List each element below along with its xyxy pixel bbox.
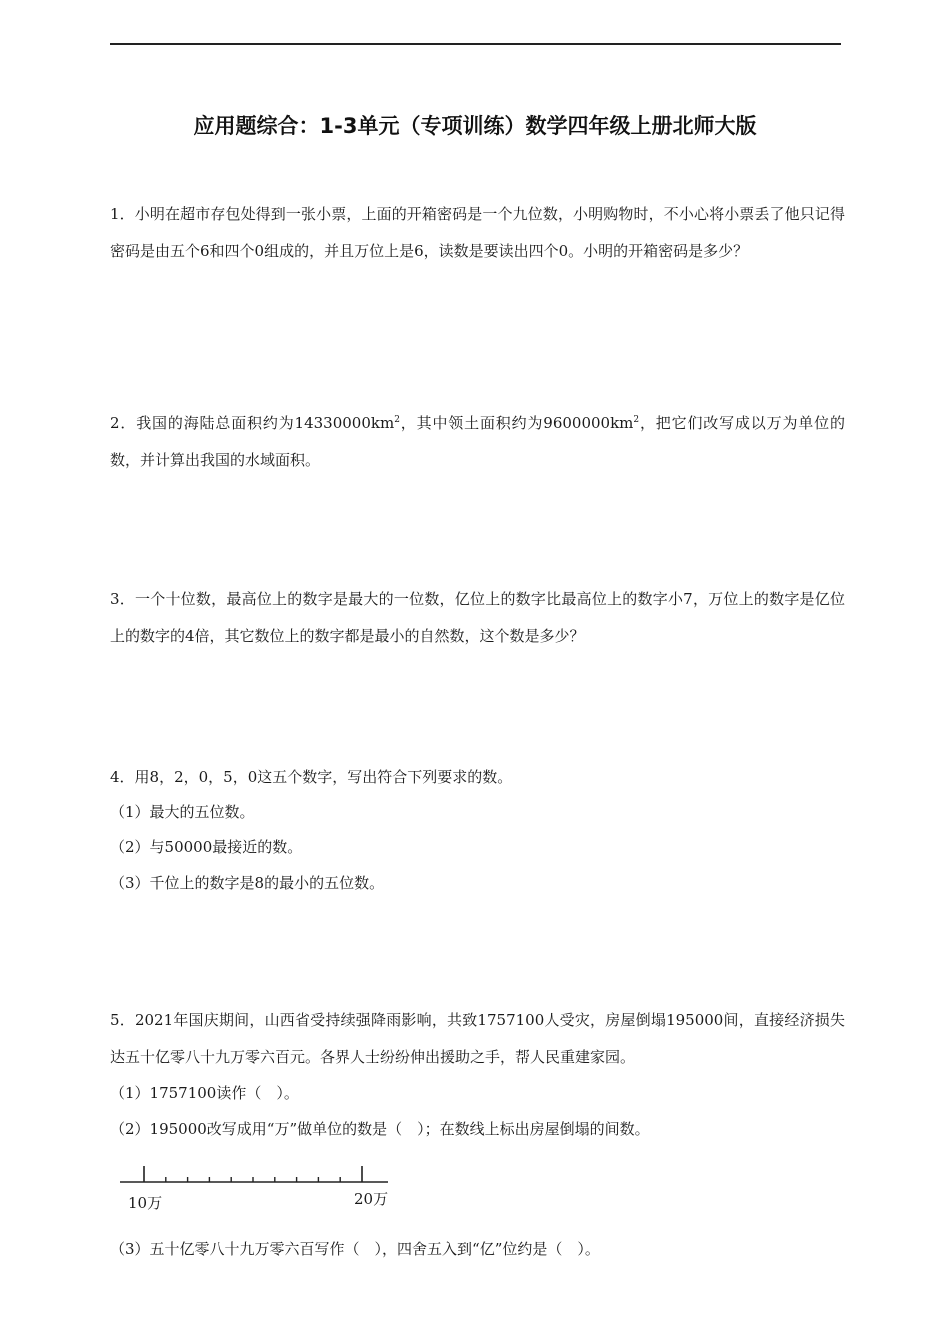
q2-sup-1: 2: [394, 415, 400, 425]
question-5-item-3: （3）五十亿零八十九万零六百写作（ ），四舍五入到“亿”位约是（ ）。: [110, 1240, 600, 1258]
question-4-item-3: （3）千位上的数字是8的最小的五位数。: [110, 874, 385, 892]
question-4-item-1: （1）最大的五位数。: [110, 803, 255, 821]
question-1: 1．小明在超市存包处得到一张小票，上面的开箱密码是一个九位数，小明购物时，不小心将小票丢了他只记得密码是由五个6和四个0组成的，并且万位上是6，读数是要读出四个0。小明的开箱密码是多少？: [110, 205, 845, 260]
q2-text-3: ，把它们改写成以万为单位的数，并计算出我国的水域面积。: [110, 414, 845, 469]
q2-sup-2: 2: [633, 415, 640, 425]
question-2: [110, 405, 845, 479]
question-5-item-2: （2）195000改写成用“万”做单位的数是（ ）；在数线上标出房屋倒塌的间数。: [110, 1120, 650, 1138]
question-3: 3．一个十位数，最高位上的数字是最大的一位数，亿位上的数字比最高位上的数字小7，万位上的数字是亿位上的数字的4倍，其它数位上的数字都是最小的自然数，这个数是多少？: [110, 590, 845, 645]
q2-text-1: 2．我国的海陆总面积约为14330000km: [110, 414, 395, 432]
number-line-start-label: 10万: [128, 1194, 163, 1212]
number-line: [110, 1158, 410, 1218]
question-4-stem: 4．用8，2，0，5，0这五个数字，写出符合下列要求的数。: [110, 768, 513, 786]
q2-text-2: ，其中领土面积约为9600000km: [399, 414, 634, 432]
number-line-end-label: 20万: [354, 1190, 389, 1208]
header-rule: [110, 43, 841, 45]
question-5-item-1: （1）1757100读作（ ）。: [110, 1084, 299, 1102]
page-title: 应用题综合：1-3单元（专项训练）数学四年级上册北师大版: [193, 114, 757, 138]
question-5-stem: 5．2021年国庆期间，山西省受持续强降雨影响，共致1757100人受灾，房屋倒塌195000间，直接经济损失达五十亿零八十九万零六百元。各界人士纷纷伸出援助之手，帮人民重建家园。: [110, 1011, 845, 1066]
question-4-item-2: （2）与50000最接近的数。: [110, 838, 303, 856]
